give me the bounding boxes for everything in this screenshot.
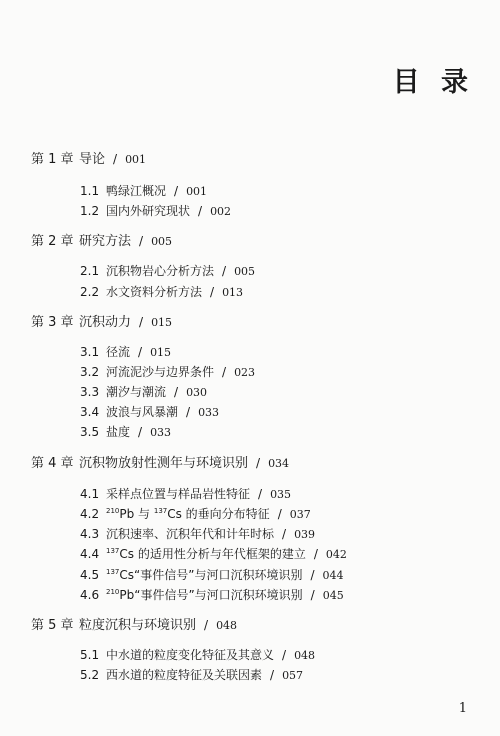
entry-separator: / (310, 568, 315, 582)
entry-title: $^{137}$Cs 的适用性分析与年代框架的建立 (106, 547, 306, 561)
toc-section-entry[interactable] (80, 486, 291, 503)
entry-page: 015 (150, 346, 172, 359)
entry-separator: / (204, 618, 209, 632)
entry-separator: / (139, 315, 144, 329)
entry-title: 水文资料分析方法 (106, 285, 203, 299)
entry-separator: / (138, 425, 143, 439)
toc-chapter-entry[interactable] (31, 617, 237, 634)
entry-title: 盐度 (106, 425, 131, 439)
entry-separator: / (222, 264, 227, 278)
entry-page: 042 (325, 548, 347, 561)
entry-separator: / (186, 405, 191, 419)
entry-number: 第 1 章 (31, 152, 74, 167)
entry-number: 第 4 章 (31, 456, 74, 471)
toc-section-entry[interactable] (80, 384, 207, 401)
entry-title: 导论 (79, 152, 106, 167)
toc-section-entry[interactable] (80, 284, 243, 301)
entry-number: 2.2 (80, 285, 100, 299)
entry-title: 国内外研究现状 (106, 204, 191, 218)
toc-chapter-entry[interactable] (31, 455, 289, 472)
entry-title: 径流 (106, 345, 131, 359)
entry-number: 4.4 (80, 547, 100, 561)
entry-number: 4.2 (80, 507, 100, 521)
entry-number: 4.5 (80, 568, 100, 582)
toc-section-entry[interactable] (80, 506, 311, 523)
entry-separator: / (174, 184, 179, 198)
entry-page: 001 (186, 185, 208, 198)
toc-section-entry[interactable] (80, 263, 255, 280)
entry-number: 第 2 章 (31, 234, 74, 249)
toc-chapter-entry[interactable] (31, 151, 146, 168)
entry-page: 023 (234, 366, 256, 379)
entry-page: 035 (270, 488, 292, 501)
toc-chapter-entry[interactable] (31, 233, 172, 250)
toc-section-entry[interactable] (80, 424, 171, 441)
entry-number: 1.2 (80, 204, 100, 218)
entry-number: 1.1 (80, 184, 100, 198)
entry-title: 波浪与风暴潮 (106, 405, 179, 419)
entry-number: 第 3 章 (31, 315, 74, 330)
entry-title: 沉积速率、沉积年代和计年时标 (106, 527, 275, 541)
entry-page: 033 (198, 406, 220, 419)
toc-section-entry[interactable] (80, 203, 231, 220)
entry-page: 048 (216, 619, 238, 632)
entry-page: 044 (322, 569, 344, 582)
entry-separator: / (174, 385, 179, 399)
toc-section-entry[interactable] (80, 526, 315, 543)
toc-section-entry[interactable] (80, 404, 219, 421)
entry-page: 034 (268, 457, 290, 470)
entry-title: 采样点位置与样品岩性特征 (106, 487, 251, 501)
entry-page: 030 (186, 386, 208, 399)
page-number: 1 (458, 701, 467, 716)
entry-separator: / (277, 507, 282, 521)
toc-section-entry[interactable] (80, 567, 344, 584)
entry-number: 第 5 章 (31, 618, 74, 633)
entry-separator: / (310, 588, 315, 602)
entry-page: 039 (294, 528, 316, 541)
entry-title: 研究方法 (79, 234, 132, 249)
toc-chapter-entry[interactable] (31, 314, 172, 331)
entry-separator: / (282, 648, 287, 662)
entry-number: 3.3 (80, 385, 100, 399)
entry-page: 037 (289, 508, 311, 521)
entry-title: $^{137}$Cs“事件信号”与河口沉积环境识别 (106, 568, 303, 582)
entry-separator: / (139, 234, 144, 248)
entry-title: $^{210}$Pb 与 $^{137}$Cs 的垂向分布特征 (106, 507, 270, 521)
entry-separator: / (282, 527, 287, 541)
entry-title: 河流泥沙与边界条件 (106, 365, 215, 379)
entry-title: 沉积物放射性测年与环境识别 (79, 456, 249, 471)
entry-number: 3.1 (80, 345, 100, 359)
entry-number: 4.1 (80, 487, 100, 501)
entry-page: 057 (282, 669, 304, 682)
entry-number: 2.1 (80, 264, 100, 278)
toc-section-entry[interactable] (80, 587, 344, 604)
entry-separator: / (210, 285, 215, 299)
entry-title: 沉积动力 (79, 315, 132, 330)
entry-separator: / (256, 456, 261, 470)
entry-number: 5.1 (80, 648, 100, 662)
entry-page: 005 (234, 265, 256, 278)
entry-page: 015 (151, 316, 173, 329)
entry-number: 3.5 (80, 425, 100, 439)
entry-separator: / (198, 204, 203, 218)
entry-separator: / (270, 668, 275, 682)
entry-separator: / (138, 345, 143, 359)
toc-section-entry[interactable] (80, 183, 207, 200)
entry-title: 粒度沉积与环境识别 (79, 618, 197, 633)
toc-section-entry[interactable] (80, 667, 303, 684)
entry-number: 3.2 (80, 365, 100, 379)
entry-number: 4.6 (80, 588, 100, 602)
entry-separator: / (113, 152, 118, 166)
entry-title: 沉积物岩心分析方法 (106, 264, 215, 278)
entry-page: 013 (222, 286, 244, 299)
entry-number: 3.4 (80, 405, 100, 419)
entry-title: 西水道的粒度特征及关联因素 (106, 668, 263, 682)
entry-title: 潮汐与潮流 (106, 385, 167, 399)
entry-separator: / (258, 487, 263, 501)
entry-number: 5.2 (80, 668, 100, 682)
entry-page: 033 (150, 426, 172, 439)
entry-title: $^{210}$Pb“事件信号”与河口沉积环境识别 (106, 588, 303, 602)
entry-separator: / (313, 547, 318, 561)
toc-section-entry[interactable] (80, 364, 255, 381)
toc-section-entry[interactable] (80, 647, 315, 664)
toc-title: 目 录 (392, 67, 474, 98)
entry-page: 045 (322, 589, 344, 602)
entry-page: 002 (210, 205, 232, 218)
entry-title: 鸭绿江概况 (106, 184, 167, 198)
toc-section-entry[interactable] (80, 546, 347, 563)
entry-page: 005 (151, 235, 173, 248)
entry-page: 048 (294, 649, 316, 662)
entry-separator: / (222, 365, 227, 379)
entry-number: 4.3 (80, 527, 100, 541)
entry-page: 001 (125, 153, 147, 166)
toc-section-entry[interactable] (80, 344, 171, 361)
entry-title: 中水道的粒度变化特征及其意义 (106, 648, 275, 662)
